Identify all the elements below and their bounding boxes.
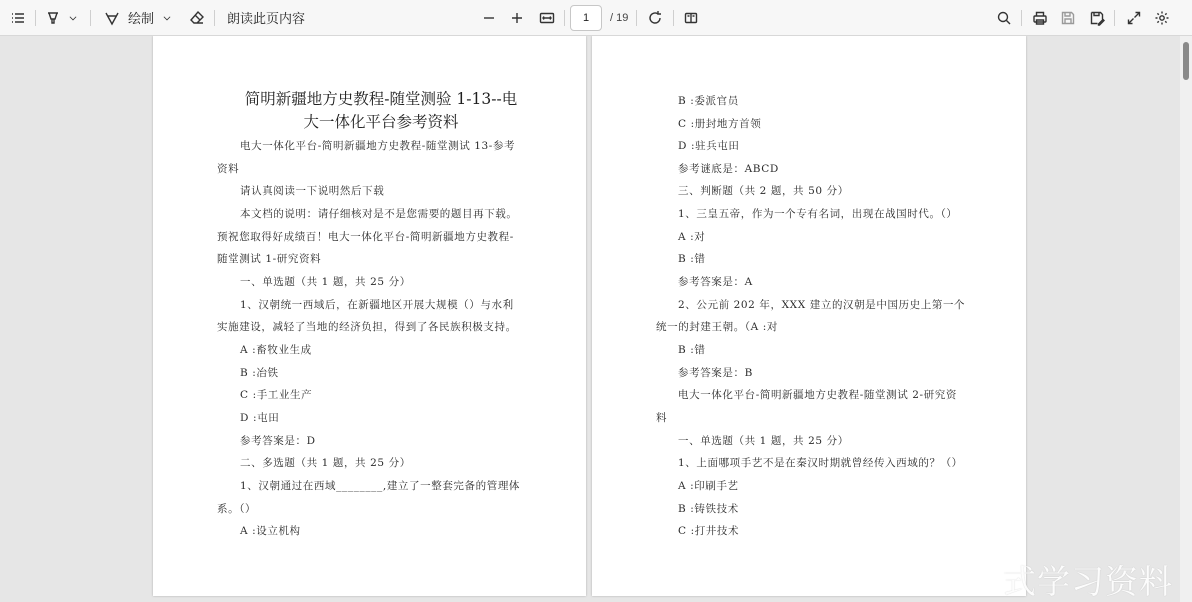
read-aloud-button[interactable] (227, 4, 306, 32)
draw-button[interactable] (104, 4, 164, 32)
question-text: 1、汉朝通过在西域________,建立了一整套完备的管理体 (240, 480, 521, 492)
answer-option: C :手工业生产 (240, 389, 313, 401)
toolbar (0, 0, 1192, 36)
reference-answer: 参考答案是：B (678, 367, 753, 379)
answer-option: C :册封地方首领 (678, 118, 762, 130)
answer-option: A :设立机构 (240, 525, 301, 537)
section-heading: 二、多选题（共 1 题，共 25 分） (240, 457, 411, 469)
answer-option: D :驻兵屯田 (678, 140, 740, 152)
question-text: 1、三皇五帝，作为一个专有名词，出现在战国时代。（） (678, 208, 958, 220)
question-text: 1、上面哪项手艺不是在秦汉时期就曾经传入西域的？（） (678, 457, 963, 469)
highlight-options-button[interactable] (66, 4, 80, 32)
zoom-in-icon (509, 10, 525, 26)
document-title-line-2: 大一体化平台参考资料 (303, 113, 459, 131)
toolbar-divider (673, 10, 674, 26)
list-icon (10, 10, 26, 26)
toolbar-divider (636, 10, 637, 26)
scrollbar-thumb[interactable] (1183, 42, 1189, 80)
print-icon (1032, 10, 1048, 26)
question-text: 2、公元前 202 年，XXX 建立的汉朝是中国历史上第一个 (678, 299, 966, 311)
toolbar-divider (214, 10, 215, 26)
document-title-line-1: 简明新疆地方史教程-随堂测验 1-13--电 (244, 90, 518, 108)
text-line: 预祝您取得好成绩百！电大一体化平台-简明新疆地方史教程- (217, 231, 514, 243)
rotate-button[interactable] (645, 4, 665, 32)
answer-option: B :铸铁技术 (678, 503, 739, 515)
document-viewer[interactable] (0, 36, 1192, 602)
text-line: 料 (656, 412, 668, 424)
watermark: 式学习资料 (1003, 562, 1173, 601)
answer-option: A :畜牧业生成 (240, 344, 312, 356)
answer-option: B :错 (678, 344, 706, 356)
answer-option: A :对 (678, 231, 706, 243)
pdf-page-1 (153, 36, 586, 596)
question-text: 系。（） (217, 503, 257, 515)
text-line: 资料 (217, 163, 240, 175)
page-view-icon (683, 10, 699, 26)
save-button[interactable] (1058, 4, 1078, 32)
toolbar-divider (1114, 10, 1115, 26)
rotate-icon (647, 10, 663, 26)
answer-option: C :打井技术 (678, 525, 740, 537)
draw-icon (104, 10, 120, 26)
text-line: 电大一体化平台-简明新疆地方史教程-随堂测试 2-研究资 (678, 389, 957, 401)
text-line: 电大一体化平台-简明新疆地方史教程-随堂测试 13-参考 (240, 140, 516, 152)
contents-button[interactable] (8, 4, 28, 32)
text-line: 随堂测试 1-研究资料 (217, 253, 322, 265)
answer-option: B :冶铁 (240, 367, 279, 379)
settings-button[interactable] (1152, 4, 1172, 32)
text-line: 本文档的说明：请仔细核对是不是您需要的题目再下载。 (240, 208, 518, 220)
draw-label: 绘制 (128, 12, 155, 27)
print-button[interactable] (1030, 4, 1050, 32)
erase-button[interactable] (187, 4, 207, 32)
reference-answer: 参考答案是：A (678, 276, 753, 288)
fit-width-button[interactable] (537, 4, 557, 32)
eraser-icon (189, 10, 205, 26)
section-heading: 一、单选题（共 1 题，共 25 分） (678, 435, 849, 447)
fit-width-icon (539, 10, 555, 26)
zoom-out-button[interactable] (480, 4, 498, 32)
zoom-out-icon (481, 10, 497, 26)
search-icon (996, 10, 1012, 26)
toolbar-divider (564, 10, 565, 26)
answer-option: B :委派官员 (678, 95, 739, 107)
read-aloud-label: 朗读此页内容 (227, 12, 306, 27)
fullscreen-button[interactable] (1124, 4, 1144, 32)
highlight-button[interactable] (44, 4, 62, 32)
toolbar-divider (35, 10, 36, 26)
fullscreen-icon (1126, 10, 1142, 26)
highlighter-icon (45, 10, 61, 26)
save-icon (1060, 10, 1076, 26)
pdf-page-2 (592, 36, 1026, 596)
zoom-in-button[interactable] (508, 4, 526, 32)
search-button[interactable] (994, 4, 1014, 32)
question-text: 实施建设，减轻了当地的经济负担，得到了各民族积极支持。 (217, 321, 517, 333)
reference-answer: 参考答案是：D (240, 435, 316, 447)
question-text: 1、汉朝统一西域后，在新疆地区开展大规模（）与水利 (240, 299, 514, 311)
text-line: 请认真阅读一下说明然后下载 (240, 185, 385, 197)
save-as-icon (1089, 10, 1105, 26)
chevron-down-icon (68, 13, 78, 23)
answer-option: D :屯田 (240, 412, 280, 424)
page-view-button[interactable] (681, 4, 701, 32)
answer-option: B :错 (678, 253, 706, 265)
section-heading: 一、单选题（共 1 题，共 25 分） (240, 276, 411, 288)
draw-options-button[interactable] (160, 4, 174, 32)
toolbar-divider (90, 10, 91, 26)
reference-answer: 参考谜底是：ABCD (678, 163, 779, 175)
settings-icon (1154, 10, 1170, 26)
question-text: 统一的封建王朝。（A :对 (656, 321, 779, 333)
vertical-scrollbar[interactable] (1180, 36, 1192, 602)
answer-option: A :印刷手艺 (678, 480, 739, 492)
section-heading: 三、判断题（共 2 题，共 50 分） (678, 185, 849, 197)
chevron-down-icon (162, 13, 172, 23)
toolbar-divider (1021, 10, 1022, 26)
page-total: / 19 (610, 12, 629, 24)
page-number-input[interactable]: 1 (570, 5, 602, 31)
save-as-button[interactable] (1087, 4, 1107, 32)
